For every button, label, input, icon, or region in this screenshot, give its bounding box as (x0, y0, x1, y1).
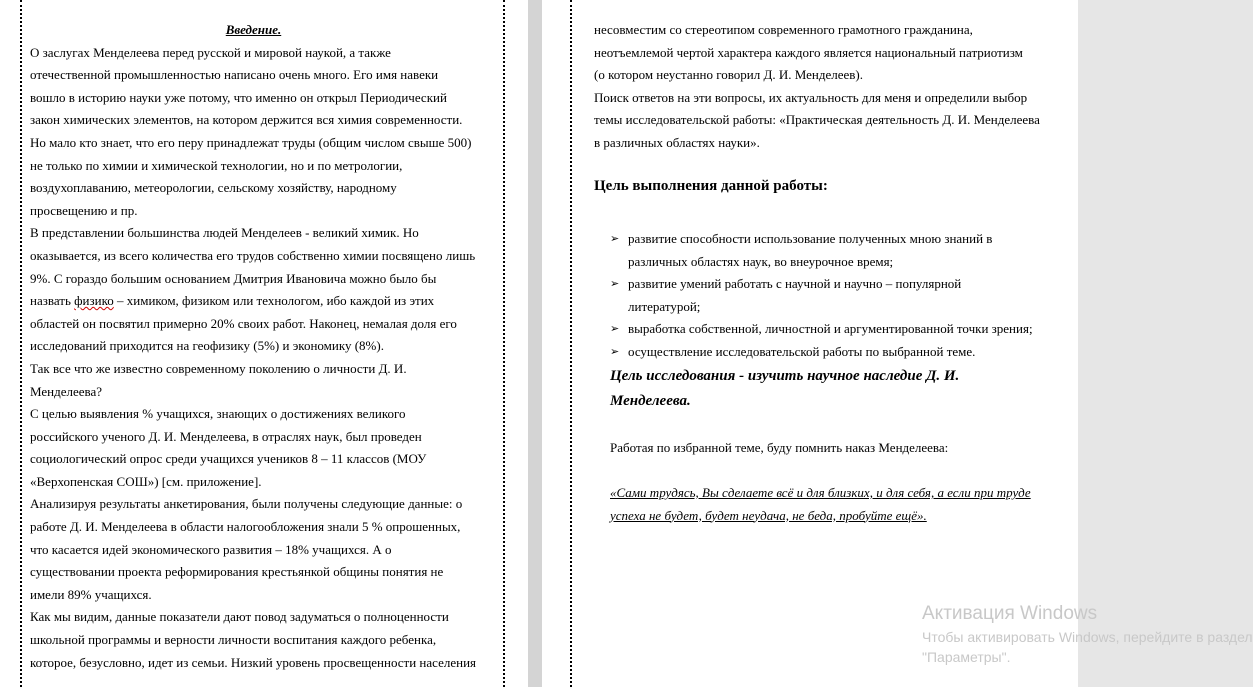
text-line: существовании проекта реформирования крестьянкой общины понятия не (30, 564, 444, 580)
quote-line: «Сами трудясь, Вы сделаете всё и для близких, и для себя, а если при труде (610, 485, 1031, 500)
goal-item-continuation (610, 251, 1033, 274)
text-line: Так все что же известно современному поколению о личности Д. И. (30, 360, 407, 376)
text-boundary-left (570, 0, 572, 687)
goal-item (610, 318, 1033, 341)
watermark-line: Чтобы активировать Windows, перейдите в раздел (922, 629, 1253, 645)
research-purpose (610, 364, 959, 414)
quote-line: успеха не будет, будет неудача, не беда, пробуйте ещё». (610, 507, 927, 523)
arrow-bullet-icon: ➢ (610, 233, 620, 245)
text-line: которое, безусловно, идет из семьи. Низкий уровень просвещенности населения (30, 654, 476, 670)
mandate-intro: Работая по избранной теме, буду помнить наказ Менделеева: (610, 440, 949, 455)
document-page-right[interactable] (542, 0, 1078, 687)
text-line: (о котором неустанно говорил Д. И. Менделеев). (594, 67, 864, 83)
text-line: вошло в историю науки уже потому, что именно он открыл Периодический (30, 89, 447, 105)
watermark-line: "Параметры". (922, 649, 1011, 665)
text-line: имели 89% учащихся. (30, 586, 152, 602)
goal-item-text: развитие умений работать с научной и научно – популярной (628, 276, 962, 292)
text-line: закон химических элементов, на котором держится вся химия современности. (30, 112, 463, 128)
text-boundary-right (503, 0, 505, 687)
watermark-title: Активация Windows (922, 603, 1098, 624)
text-line: 9%. С гораздо большим основанием Дмитрия Ивановича можно было бы (30, 270, 437, 286)
text-boundary-left (20, 0, 22, 687)
text-line: Как мы видим, данные показатели дают повод задуматься о полноценности (30, 609, 449, 625)
purpose-line: Цель исследования - изучить научное наследие Д. И. (610, 368, 960, 384)
document-title: Введение. (225, 22, 282, 37)
text-line: исследований приходится на геофизику (5%) и экономику (8%). (30, 338, 384, 354)
goal-item (610, 273, 1033, 296)
text-line: неотъемлемой чертой характера каждого является национальный патриотизм (594, 44, 1023, 60)
goal-heading: Цель выполнения данной работы: (594, 178, 828, 194)
text-line: назвать физико – химиком, физиком или технологом, ибо каждой из этих (30, 293, 435, 309)
text-line: Поиск ответов на эти вопросы, их актуальность для меня и определили выбор (594, 89, 1028, 105)
text-line: Анализируя результаты анкетирования, были получены следующие данные: о (30, 496, 463, 512)
left-page-text[interactable] (30, 19, 477, 674)
text-line: С целью выявления % учащихся, знающих о достижениях великого (30, 406, 406, 422)
text-line: отечественной промышленностью написано очень много. Его имя навеки (30, 67, 439, 83)
left-paragraphs (30, 42, 477, 675)
text-line: О заслугах Менделеева перед русской и мировой наукой, а также (30, 44, 391, 60)
goal-item-text: различных областях наук, во внеурочное время; (628, 253, 894, 269)
text-line: темы исследовательской работы: «Практическая деятельность Д. И. Менделеева (594, 112, 1040, 128)
text-line: работе Д. И. Менделеева в области налогообложения знали 5 % опрошенных, (30, 519, 461, 535)
page-gutter (528, 0, 542, 687)
text-line: несовместим со стереотипом современного грамотного гражданина, (594, 22, 973, 37)
text-line: Менделеева? (30, 383, 103, 399)
text-line: просвещению и пр. (30, 202, 138, 218)
text-line: социологический опрос среди учащихся учеников 8 – 11 классов (МОУ (30, 451, 427, 467)
text-line: не только по химии и химической технологии, но и по метрологии, (30, 157, 403, 173)
text-line: оказывается, из всего количества его трудов собственно химии посвящено лишь (30, 247, 476, 263)
text-line: воздухоплаванию, метеорологии, сельскому хозяйству, народному (30, 180, 397, 196)
text-line: областей он посвятил примерно 20% своих работ. Наконец, немалая доля его (30, 315, 457, 331)
text-line: российского ученого Д. И. Менделеева, в отраслях наук, был проведен (30, 428, 422, 444)
windows-activation-watermark (922, 601, 1253, 667)
purpose-line: Менделеева. (610, 393, 691, 409)
arrow-bullet-icon: ➢ (610, 345, 620, 358)
spelling-error-mark[interactable]: физико (74, 293, 114, 309)
text-line: что касается идей экономического развития – 18% учащихся. А о (30, 541, 392, 557)
goal-list (610, 228, 1033, 364)
goal-item (610, 341, 1033, 364)
goal-item-text: развитие способности использование полученных мною знаний в (628, 231, 993, 246)
text-line: Но мало кто знает, что его перу принадлежат труды (общим числом свыше 500) (30, 134, 472, 150)
goal-item-text: литературой; (628, 298, 701, 314)
arrow-bullet-icon: ➢ (610, 278, 620, 291)
goal-item-continuation (610, 296, 1033, 319)
arrow-bullet-icon: ➢ (610, 323, 620, 336)
goal-item-text: выработка собственной, личностной и аргументированной точки зрения; (628, 321, 1033, 337)
text-line: В представлении большинства людей Менделеев - великий химик. Но (30, 225, 419, 241)
text-line: «Верхопенская СОШ») [см. приложение]. (30, 473, 262, 489)
text-line: школьной программы и верности личности воспитания каждого ребенка, (30, 632, 437, 648)
goal-item-text: осуществление исследовательской работы по выбранной теме. (628, 343, 976, 359)
document-page-left[interactable] (0, 0, 528, 687)
text-line: в различных областях науки». (594, 134, 760, 150)
goal-item (610, 228, 1033, 251)
right-paragraphs[interactable] (594, 19, 1040, 155)
mendeleev-quote (610, 482, 1031, 527)
